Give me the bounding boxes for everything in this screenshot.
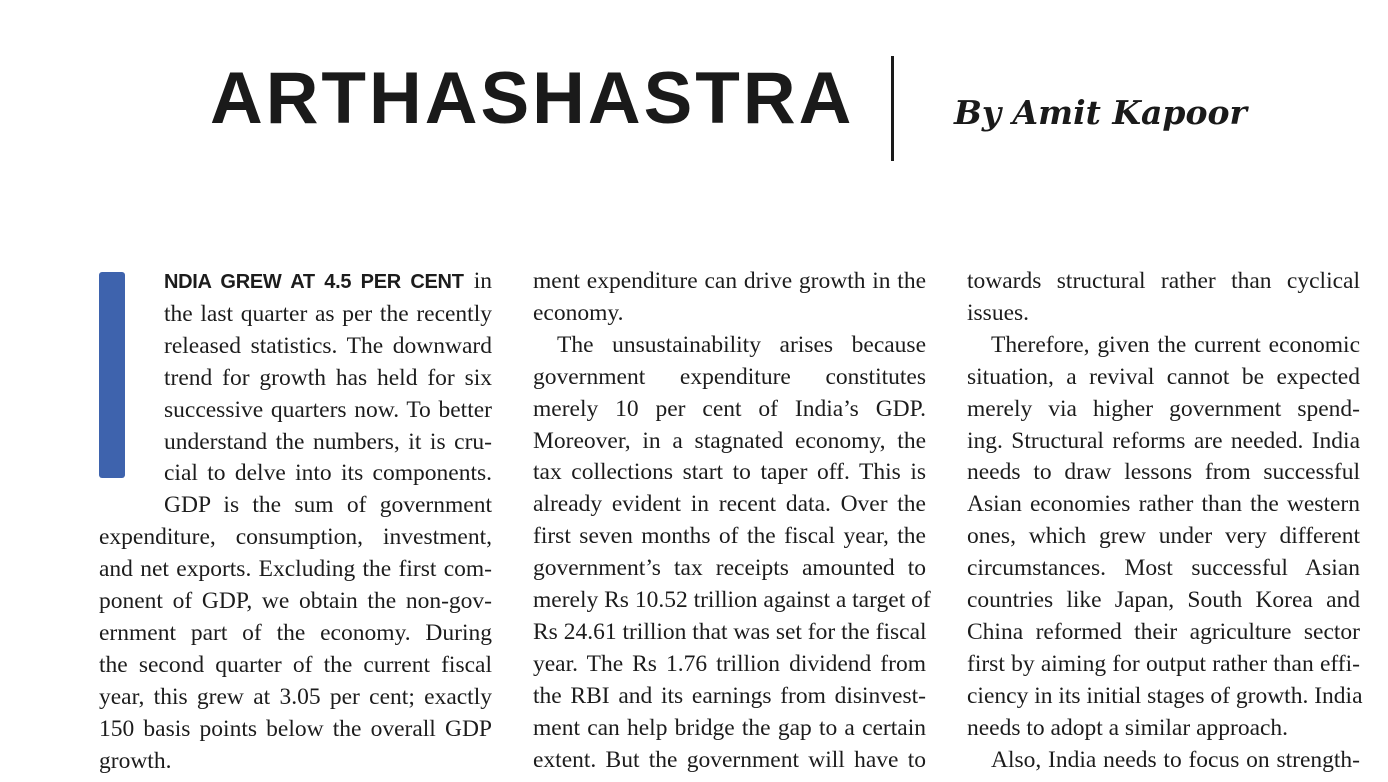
text-line: tax collections start to taper off. This is: [533, 459, 926, 486]
text-line: ponent of GDP, we obtain the non-gov-: [99, 588, 492, 615]
text-line: expenditure, consumption, investment,: [99, 524, 492, 551]
text-line: understand the numbers, it is cru-: [164, 428, 492, 455]
text-line: 150 basis points below the overall GDP: [99, 715, 492, 742]
text-line: merely 10 per cent of India’s GDP.: [533, 395, 926, 422]
lead-in: NDIA GREW AT 4.5 PER CENT: [164, 271, 464, 293]
text-line: Also, India needs to focus on strength-: [991, 746, 1360, 773]
text-line: merely via higher government spend-: [967, 395, 1360, 422]
text-line: ernment part of the economy. During: [99, 619, 492, 646]
text-line: The unsustainability arises because: [557, 331, 926, 358]
text-line: merely Rs 10.52 trillion against a target of: [533, 587, 931, 614]
text-line: and net exports. Excluding the first com-: [99, 556, 492, 583]
text-line: China reformed their agriculture sector: [967, 618, 1360, 645]
text-line: ing. Structural reforms are needed. India: [967, 427, 1360, 454]
text-line: year, this grew at 3.05 per cent; exactly: [99, 683, 492, 710]
text-line: ment expenditure can drive growth in the: [533, 268, 926, 294]
author-byline: By Amit Kapoor: [954, 93, 1247, 132]
text-line: Rs 24.61 trillion that was set for the fiscal: [533, 618, 927, 645]
text-line: Asian economies rather than the western: [967, 491, 1360, 518]
text-line: the RBI and its earnings from disinvest-: [533, 682, 926, 709]
text-line: growth.: [99, 747, 172, 774]
text-fragment: in: [463, 268, 492, 294]
text-line: circumstances. Most successful Asian: [967, 555, 1360, 582]
text-line: situation, a revival cannot be expected: [967, 363, 1360, 390]
text-line: Therefore, given the current economic: [991, 331, 1360, 358]
article-column-2: [533, 266, 931, 777]
text-line: towards structural rather than cyclical: [967, 268, 1360, 294]
text-line: trend for growth has held for six: [164, 364, 492, 391]
text-line: the second quarter of the current fiscal: [99, 651, 492, 678]
text-line: issues.: [967, 299, 1030, 326]
text-line: ciency in its initial stages of growth. India: [967, 682, 1363, 709]
text-line: ones, which grew under very different: [967, 523, 1360, 550]
text-line: extent. But the government will have to: [533, 746, 926, 773]
text-line: countries like Japan, South Korea and: [967, 587, 1360, 614]
text-line: first by aiming for output rather than effi-: [967, 650, 1360, 677]
text-line: ment can help bridge the gap to a certain: [533, 714, 926, 741]
text-line: [99, 266, 492, 299]
text-line: the last quarter as per the recently: [164, 300, 492, 327]
text-line: needs to draw lessons from successful: [967, 459, 1360, 486]
article-column-3: [967, 266, 1363, 777]
text-line: government expenditure constitutes: [533, 363, 926, 390]
header-divider: [891, 56, 894, 161]
text-line: Moreover, in a stagnated economy, the: [533, 427, 926, 454]
text-line: needs to adopt a similar approach.: [967, 714, 1289, 741]
column-title: ARTHASHASTRA: [210, 58, 855, 139]
text-line: government’s tax receipts amounted to: [533, 555, 926, 582]
text-line: released statistics. The downward: [164, 332, 492, 359]
article-column-1: [99, 266, 492, 778]
text-line: already evident in recent data. Over the: [533, 491, 926, 518]
text-line: cial to delve into its components.: [164, 460, 492, 487]
masthead: [0, 0, 1388, 200]
text-line: first seven months of the fiscal year, the: [533, 523, 926, 550]
text-line: year. The Rs 1.76 trillion dividend from: [533, 650, 926, 677]
text-line: GDP is the sum of government: [164, 492, 492, 519]
text-line: economy.: [533, 299, 624, 326]
text-line: successive quarters now. To better: [164, 396, 492, 423]
